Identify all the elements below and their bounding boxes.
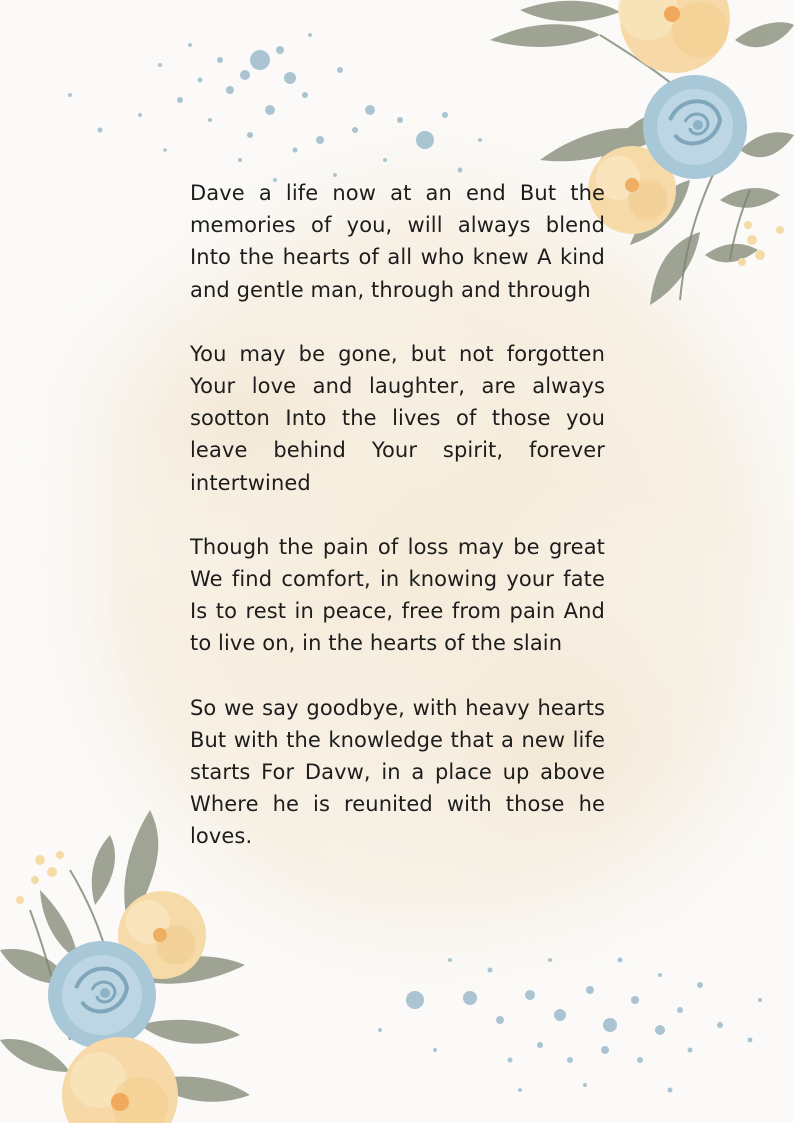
blue-rose-icon	[643, 75, 747, 179]
poem-text	[190, 177, 605, 885]
poem-stanza-3: Though the pain of loss may be great We find comfort, in knowing your fate Is to rest in peace, free from pain And to live on, in the hearts of the slain	[190, 534, 605, 656]
poem-stanza-2: You may be gone, but not forgotten Your love and laughter, are always sootton Into the lives of those you leave behind Your spirit, forever intertwined	[190, 341, 605, 495]
peach-flower-icon	[618, 0, 730, 73]
poem-stanza-1: Dave a life now at an end But the memories of you, will always blend Into the hearts of all who knew A kind and gentle man, through and through	[190, 181, 605, 302]
blue-rose-icon	[48, 941, 156, 1049]
poem-stanza-4: So we say goodbye, with heavy hearts But with the knowledge that a new life starts For Davw, in a place up above Where he is reunited with those he loves.	[190, 695, 605, 849]
peach-flower-icon	[62, 1037, 178, 1123]
paint-splatter-bottom	[360, 900, 794, 1110]
